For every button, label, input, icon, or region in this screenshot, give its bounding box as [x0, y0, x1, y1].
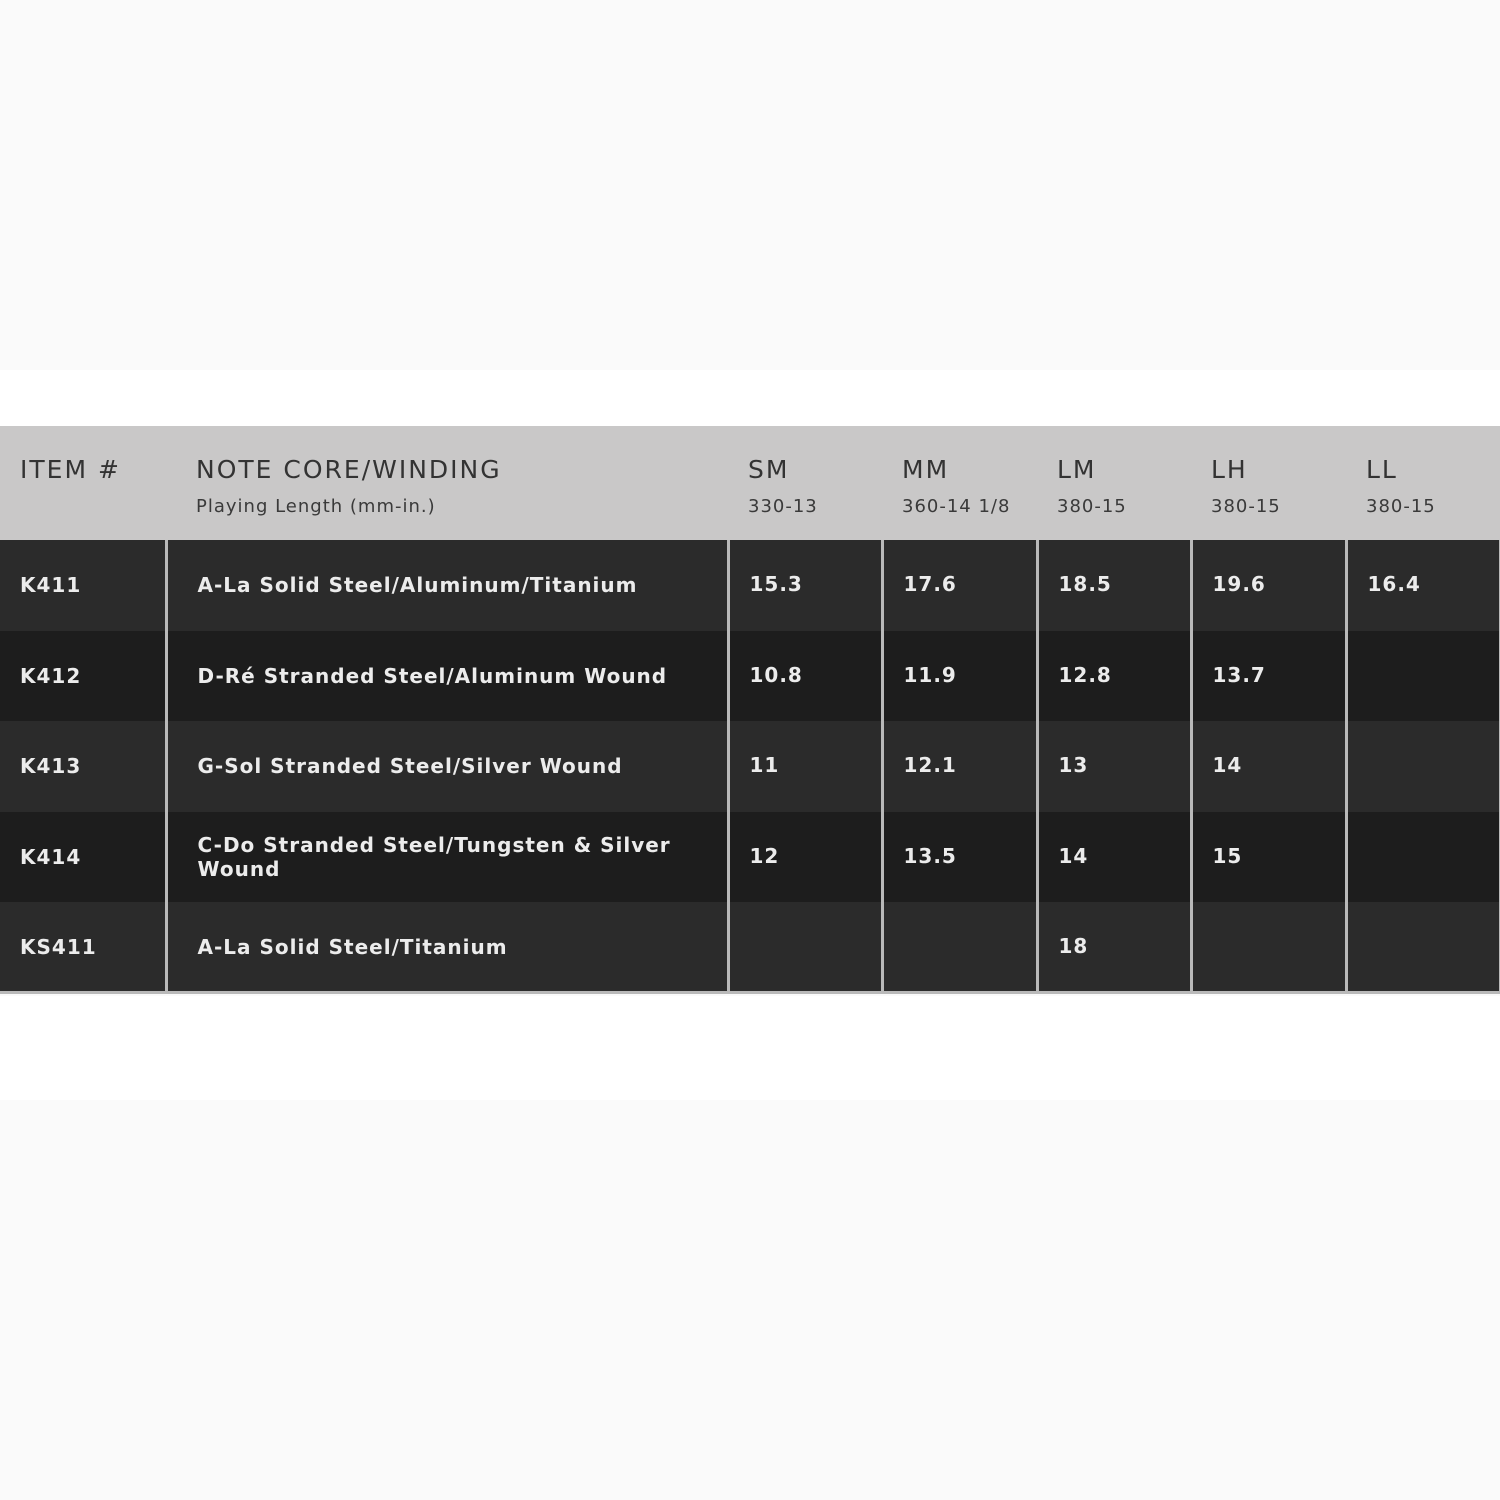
cell-lm: 13 — [1037, 721, 1191, 812]
cell-mm: 17.6 — [882, 540, 1037, 631]
cell-lm: 14 — [1037, 812, 1191, 903]
header-ll-title: LL — [1366, 455, 1398, 484]
table-row — [0, 902, 1500, 993]
cell-item: K411 — [0, 540, 166, 631]
cell-lm: 18.5 — [1037, 540, 1191, 631]
table-row — [0, 721, 1500, 812]
cell-mm: 11.9 — [882, 631, 1037, 722]
bottom-band — [0, 996, 1500, 1100]
cell-mm: 13.5 — [882, 812, 1037, 903]
header-lh-title: LH — [1211, 455, 1248, 484]
cell-note: C-Do Stranded Steel/Tungsten & Silver Wound — [166, 812, 728, 903]
cell-ll: 16.4 — [1346, 540, 1500, 631]
cell-mm — [882, 902, 1037, 993]
cell-lm: 18 — [1037, 902, 1191, 993]
header-lm-sub: 380-15 — [1057, 496, 1127, 517]
cell-lh — [1191, 902, 1346, 993]
header-lh-sub: 380-15 — [1211, 496, 1281, 517]
cell-ll — [1346, 902, 1500, 993]
header-item-title: ITEM # — [20, 455, 121, 484]
header-ll — [1346, 426, 1500, 540]
header-lm-title: LM — [1057, 455, 1097, 484]
cell-note: G-Sol Stranded Steel/Silver Wound — [166, 721, 728, 812]
cell-note: A-La Solid Steel/Aluminum/Titanium — [166, 540, 728, 631]
header-mm-title: MM — [902, 455, 950, 484]
cell-sm: 15.3 — [728, 540, 882, 631]
header-lh — [1191, 426, 1346, 540]
header-note-title: NOTE CORE/WINDING — [196, 455, 502, 484]
cell-sm — [728, 902, 882, 993]
header-lm — [1037, 426, 1191, 540]
cell-item: K412 — [0, 631, 166, 722]
top-band — [0, 370, 1500, 426]
cell-mm: 12.1 — [882, 721, 1037, 812]
cell-lh: 19.6 — [1191, 540, 1346, 631]
cell-item: K413 — [0, 721, 166, 812]
header-note — [166, 426, 728, 540]
header-sm-title: SM — [748, 455, 790, 484]
cell-sm: 12 — [728, 812, 882, 903]
cell-lh: 13.7 — [1191, 631, 1346, 722]
cell-note: A-La Solid Steel/Titanium — [166, 902, 728, 993]
string-spec-table — [0, 426, 1500, 994]
cell-ll — [1346, 721, 1500, 812]
table-row — [0, 631, 1500, 722]
cell-item: K414 — [0, 812, 166, 903]
cell-sm: 10.8 — [728, 631, 882, 722]
cell-sm: 11 — [728, 721, 882, 812]
cell-note: D-Ré Stranded Steel/Aluminum Wound — [166, 631, 728, 722]
cell-ll — [1346, 631, 1500, 722]
header-ll-sub: 380-15 — [1366, 496, 1436, 517]
header-sm-sub: 330-13 — [748, 496, 818, 517]
header-row — [0, 426, 1500, 540]
cell-lh: 15 — [1191, 812, 1346, 903]
table-row — [0, 540, 1500, 631]
cell-item: KS411 — [0, 902, 166, 993]
cell-lh: 14 — [1191, 721, 1346, 812]
header-item — [0, 426, 166, 540]
cell-ll — [1346, 812, 1500, 903]
cell-lm: 12.8 — [1037, 631, 1191, 722]
header-note-sub: Playing Length (mm-in.) — [196, 496, 436, 517]
table-row — [0, 812, 1500, 903]
header-mm-sub: 360-14 1/8 — [902, 496, 1011, 517]
header-sm — [728, 426, 882, 540]
header-mm — [882, 426, 1037, 540]
